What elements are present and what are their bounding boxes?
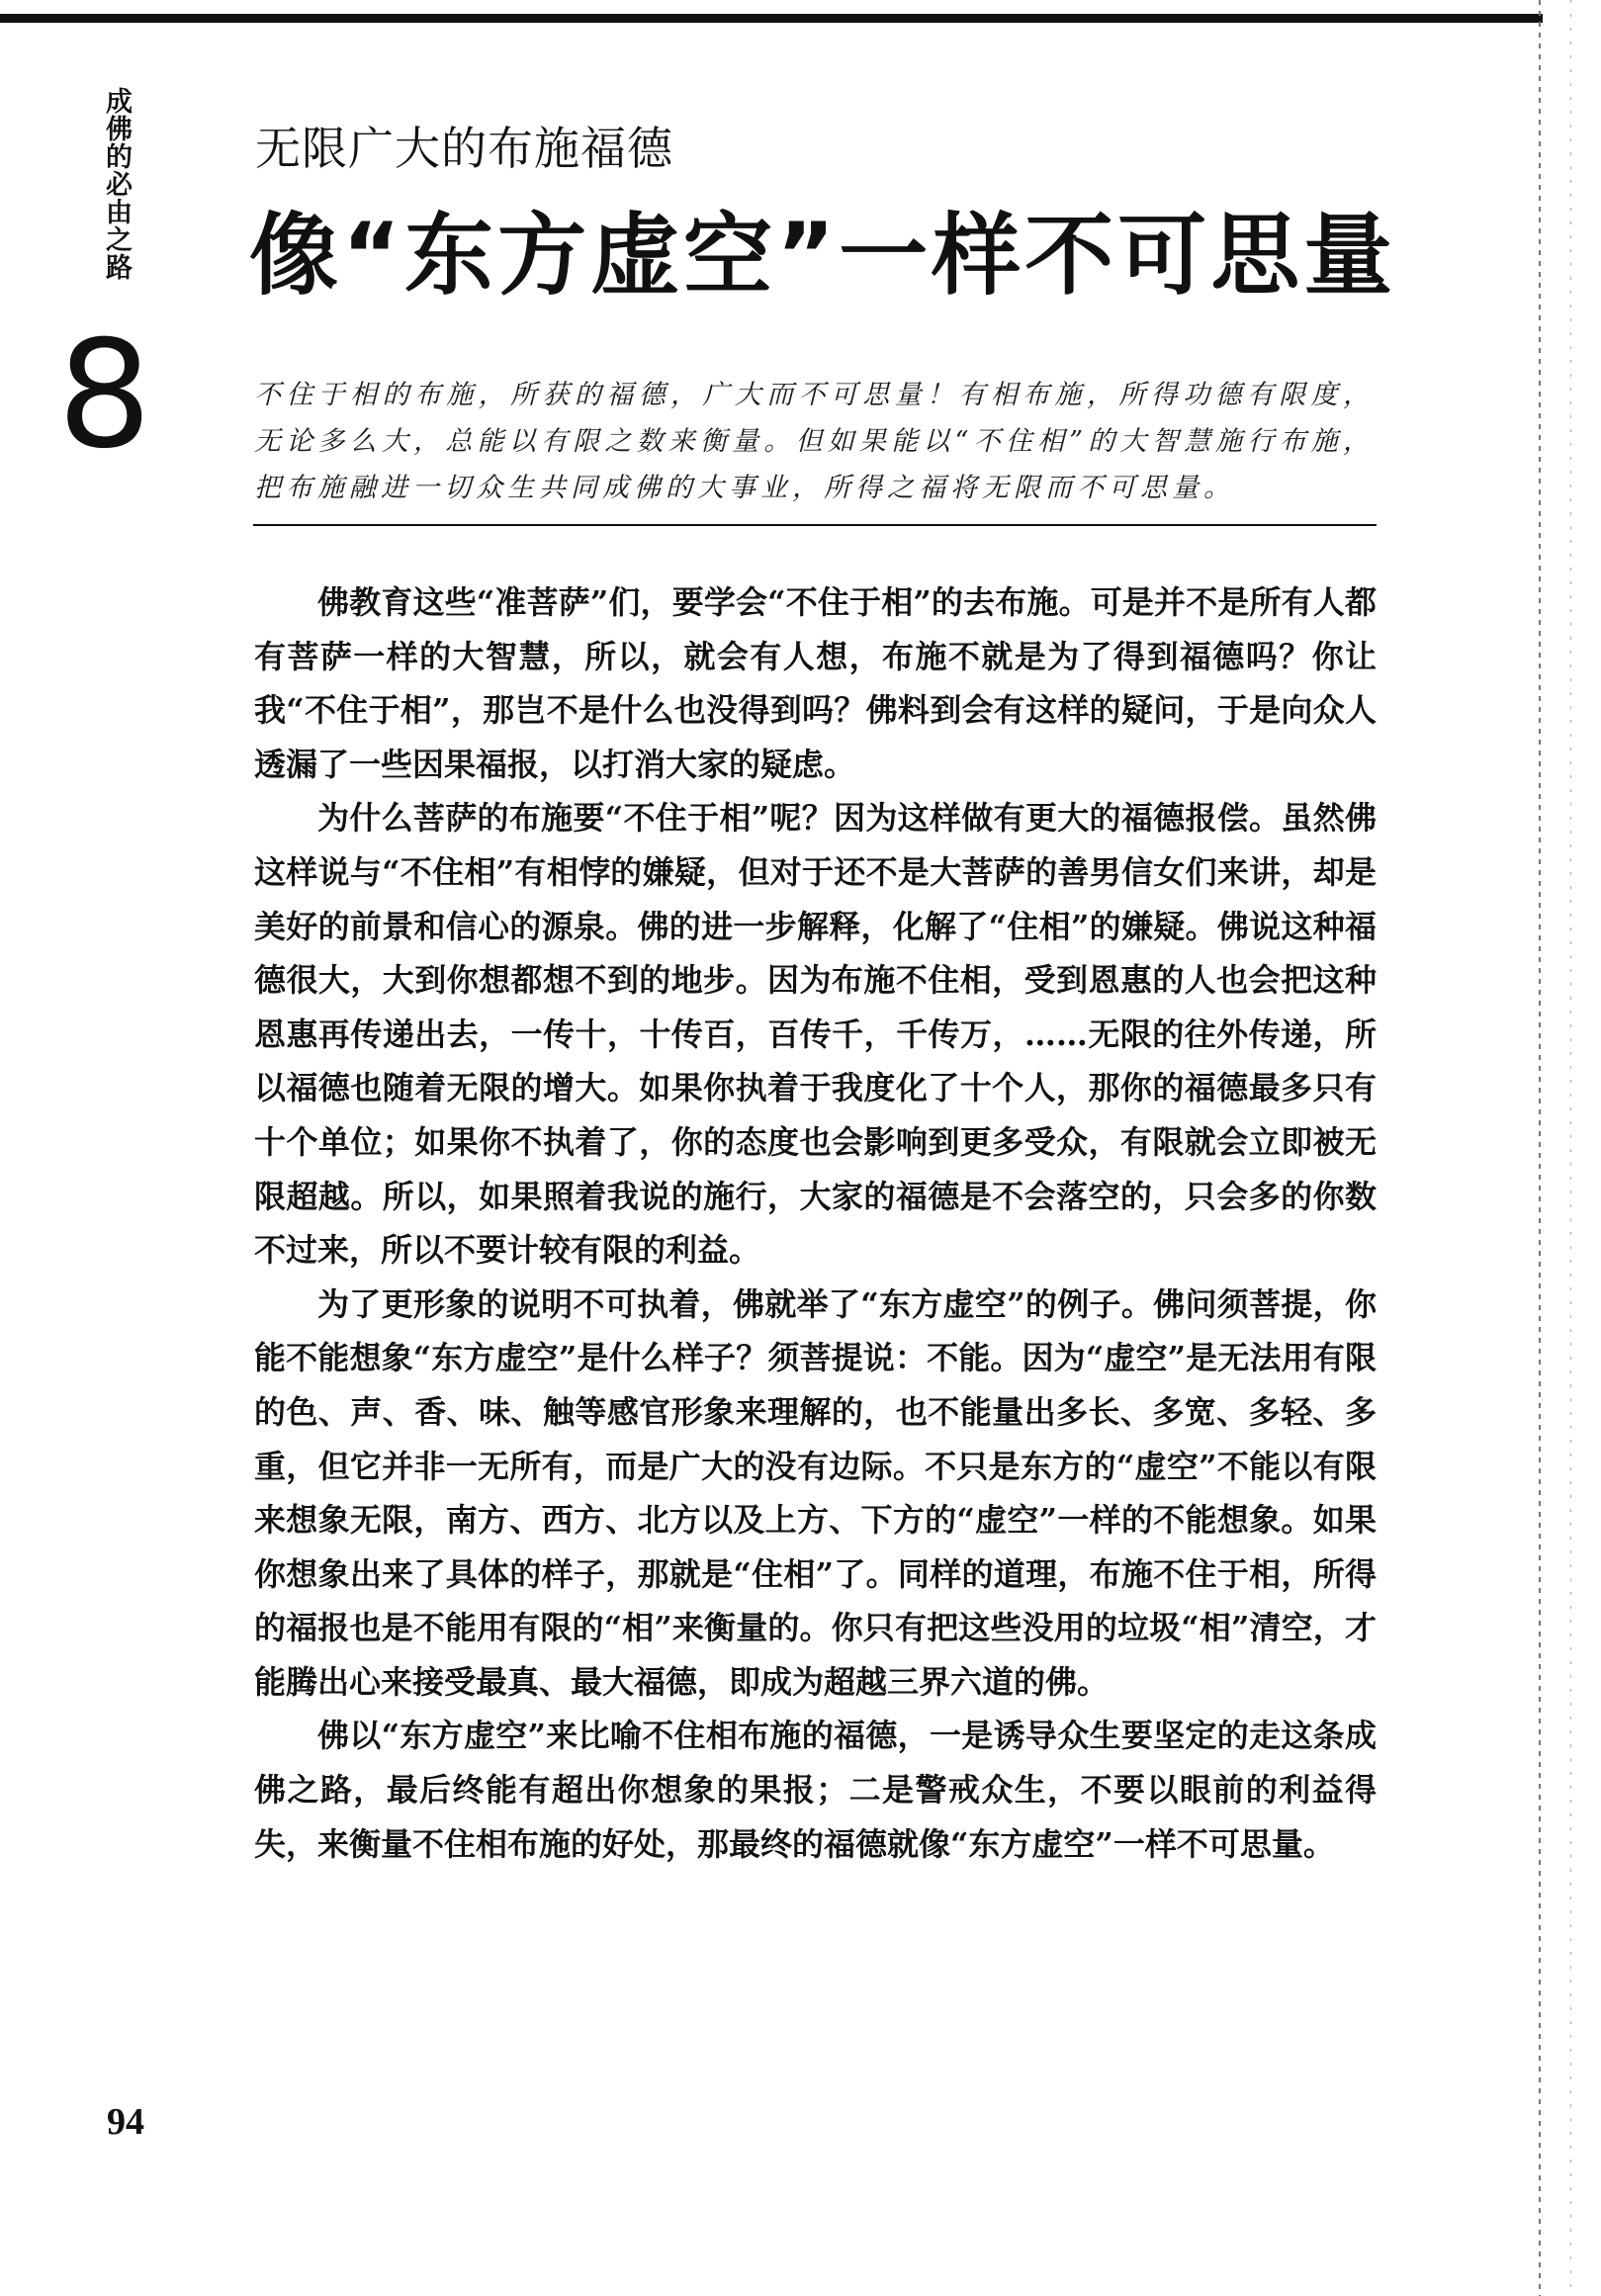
page-number: 94: [107, 2101, 144, 2143]
chapter-subtitle: 无限广大的布施福德: [255, 122, 673, 175]
top-rule: [0, 14, 1543, 23]
page-edge-line-outer: [1570, 0, 1571, 2296]
chapter-intro: 不住于相的布施，所获的福德，广大而不可思量！有相布施，所得功德有限度，无论多么大，总能以有限之数来衡量。但如果能以“不住相”的大智慧施行布施，把布施融进一切众生共同成佛的大事业，所得之福将无限而不可思量。: [254, 380, 1375, 503]
paragraph: 佛以“东方虚空”来比喻不住相布施的福德，一是诱导众生要坚定的走这条成佛之路，最后终能有超出你想象的果报；二是警戒众生，不要以眼前的利益得失，来衡量不住相布施的好处，那最终的福德就像“东方虚空”一样不可思量。: [254, 1717, 1377, 1863]
paragraph: 佛教育这些“准菩萨”们，要学会“不住于相”的去布施。可是并不是所有人都有菩萨一样的大智慧，所以，就会有人想，布施不就是为了得到福德吗？你让我“不住于相”，那岂不是什么也没得到吗？佛料到会有这样的疑问，于是向众人透漏了一些因果福报，以打消大家的疑虑。: [254, 583, 1377, 783]
paragraph: 为什么菩萨的布施要“不住于相”呢？因为这样做有更大的福德报偿。虽然佛这样说与“不住相”有相悖的嫌疑，但对于还不是大菩萨的善男信女们来讲，却是美好的前景和信心的源泉。佛的进一步解释，化解了“住相”的嫌疑。佛说这种福德很大，大到你想都想不到的地步。因为布施不住相，受到恩惠的人也会把这种恩惠再传递出去，一传十，十传百，百传千，千传万，……无限的往外传递，所以福德也随着无限的增大。如果你执着于我度化了十个人，那你的福德最多只有十个单位；如果你不执着了，你的态度也会影响到更多受众，有限就会立即被无限超越。所以，如果照着我说的施行，大家的福德是不会落空的，只会多的你数不过来，所以不要计较有限的利益。: [254, 799, 1377, 1270]
paragraph: 为了更形象的说明不可执着，佛就举了“东方虚空”的例子。佛问须菩提，你能不能想象“东方虚空”是什么样子？须菩提说：不能。因为“虚空”是无法用有限的色、声、香、味、触等感官形象来理解的，也不能量出多长、多宽、多轻、多重，但它并非一无所有，而是广大的没有边际。不只是东方的“虚空”不能以有限来想象无限，南方、西方、北方以及上方、下方的“虚空”一样的不能想象。如果你想象出来了具体的样子，那就是“住相”了。同样的道理，布施不住于相，所得的福报也是不能用有限的“相”来衡量的。你只有把这些没用的垃圾“相”清空，才能腾出心来接受最真、最大福德，即成为超越三界六道的佛。: [254, 1284, 1377, 1701]
book-title: 成佛的必由之路: [101, 87, 132, 281]
chapter-number: 8: [57, 309, 152, 482]
chapter-title: 像“东方虚空”一样不可思量: [249, 204, 1397, 308]
intro-divider: [253, 524, 1377, 526]
page-edge-line: [1539, 0, 1541, 2296]
body-text: [254, 575, 1377, 1871]
